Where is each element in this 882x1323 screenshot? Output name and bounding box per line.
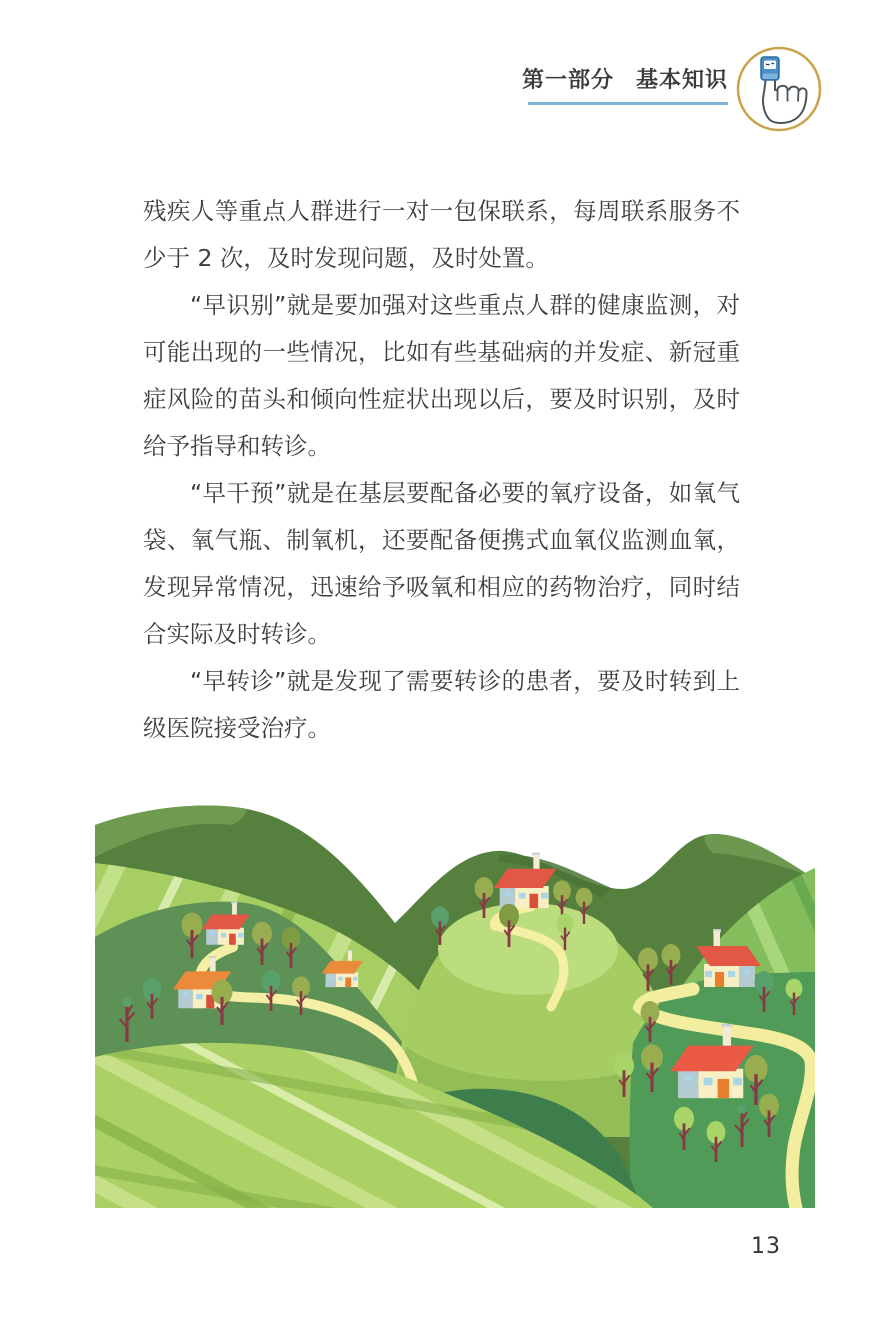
body-paragraph: 残疾人等重点人群进行一对一包保联系，每周联系服务不少于 2 次，及时发现问题，及时处置。 <box>143 197 740 272</box>
header-underline <box>528 102 728 105</box>
oximeter-device <box>761 57 779 80</box>
body-paragraph: “早干预”就是在基层要配备必要的氧疗设备，如氧气袋、氧气瓶、制氧机，还要配备便携式血氧仪监测血氧，发现异常情况，迅速给予吸氧和相应的药物治疗，同时结合实际及时转诊。 <box>143 479 740 648</box>
village-illustration-svg <box>95 795 815 1208</box>
pulse-oximeter-finger-icon <box>735 45 823 133</box>
village-illustration <box>95 795 815 1208</box>
section-title: 基本知识 <box>635 68 728 93</box>
body-paragraph: “早转诊”就是发现了需要转诊的患者，要及时转到上级医院接受治疗。 <box>143 667 740 742</box>
body-paragraph: “早识别”就是要加强对这些重点人群的健康监测，对可能出现的一些情况，比如有些基础病的并发症、新冠重症风险的苗头和倾向性症状出现以后，要及时识别，及时给予指导和转诊。 <box>143 291 740 460</box>
page-header <box>522 63 728 94</box>
page-number: 13 <box>751 1234 781 1259</box>
section-label: 第一部分 <box>521 68 614 93</box>
body-text <box>143 188 740 752</box>
